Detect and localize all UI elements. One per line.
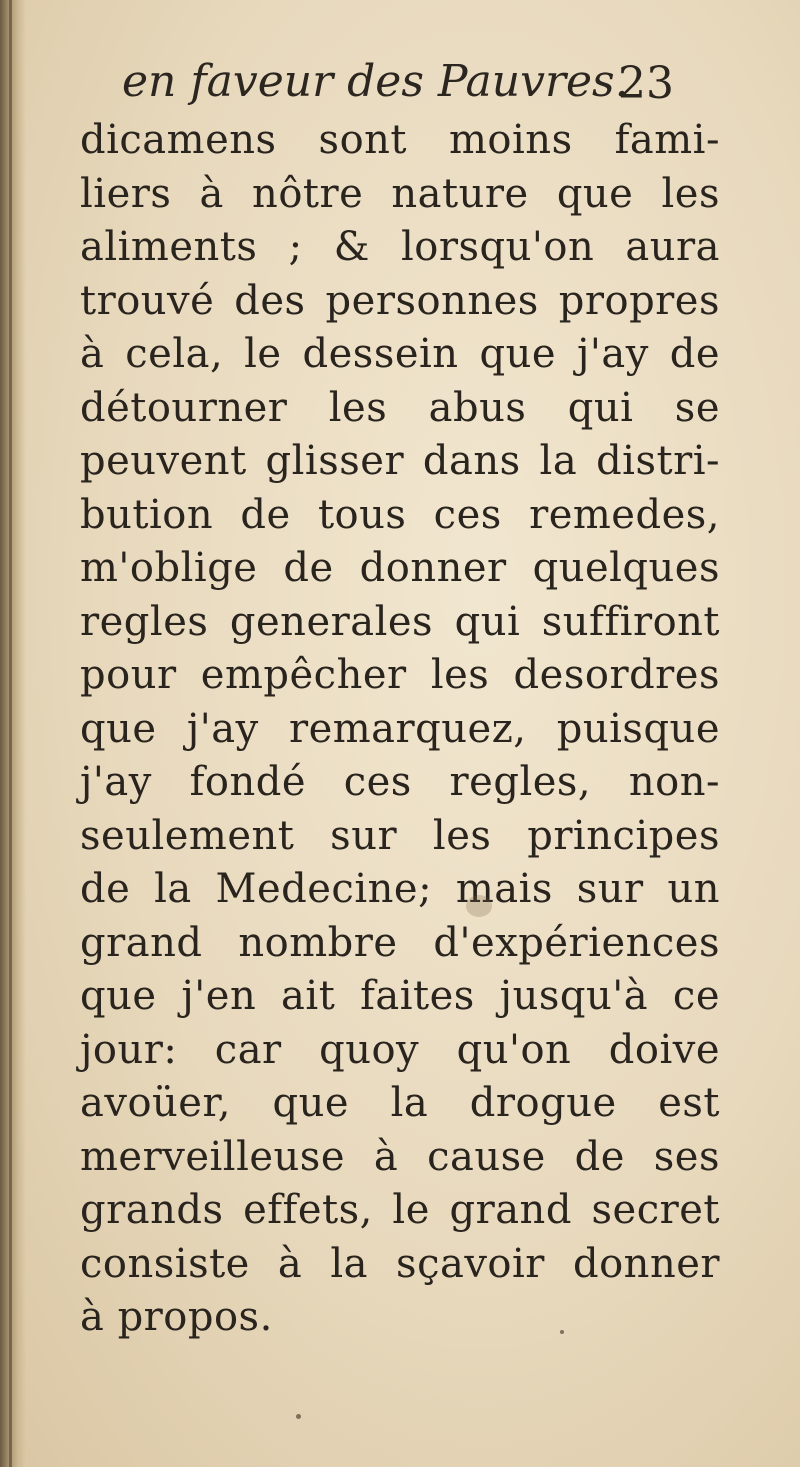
text-line: liers à nôtre nature que les	[80, 170, 720, 217]
page-header	[122, 56, 722, 116]
text-line: dicamens sont moins fami-	[80, 117, 720, 163]
paper-speck	[296, 1414, 301, 1419]
binding-edge	[9, 0, 12, 1467]
text-line: m'oblige de donner quelques	[80, 545, 720, 591]
text-line: à propos.	[80, 1294, 273, 1340]
ink-stain	[466, 895, 492, 917]
text-line: que j'en ait faites jusqu'à ce	[80, 973, 720, 1019]
text-line: j'ay fondé ces regles, non-	[80, 759, 720, 805]
running-title: en faveur des Pauvres.	[122, 56, 629, 107]
text-line: grand nombre d'expériences	[80, 919, 720, 966]
text-line: consiste à la sçavoir donner	[80, 1240, 720, 1287]
text-line: détourner les abus qui se	[80, 384, 720, 431]
text-line: que j'ay remarquez, puisque	[80, 705, 720, 752]
body-text	[80, 114, 720, 1345]
text-line: aliments ; & lorsqu'on aura	[80, 224, 720, 270]
text-line: regles generales qui suffiront	[80, 598, 720, 645]
text-line: peuvent glisser dans la distri-	[80, 438, 720, 484]
book-gutter	[0, 0, 26, 1467]
text-line: grands effets, le grand secret	[80, 1187, 720, 1233]
text-line: à cela, le dessein que j'ay de	[80, 331, 720, 377]
text-line: seulement sur les principes	[80, 812, 720, 859]
paper-speck	[560, 1330, 564, 1334]
page-number: 23	[618, 58, 674, 109]
text-line: trouvé des personnes propres	[80, 277, 720, 324]
text-line: avoüer, que la drogue est	[80, 1080, 720, 1126]
text-line: pour empêcher les desordres	[80, 652, 720, 698]
text-line: bution de tous ces remedes,	[80, 491, 720, 538]
text-line: merveilleuse à cause de ses	[80, 1133, 720, 1180]
text-line: de la Medecine; mais sur un	[80, 866, 720, 912]
text-line: jour: car quoy qu'on doive	[80, 1026, 720, 1073]
